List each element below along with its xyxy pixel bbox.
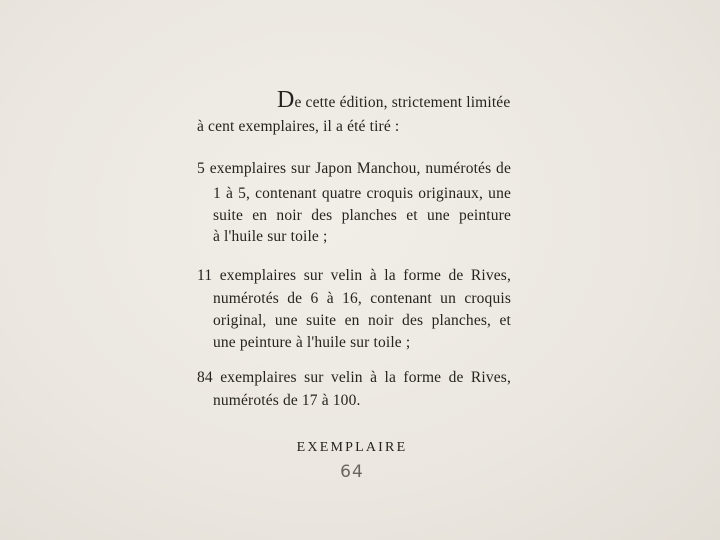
exemplaire-label: EXEMPLAIRE xyxy=(296,440,408,455)
edition-block-1-line-2: 1 à 5, contenant quatre croquis originaux, une xyxy=(213,185,511,202)
edition-block-1-line-1: 5 exemplaires sur Japon Manchou, numérotés de xyxy=(197,160,511,177)
edition-block-2-line-2: numérotés de 6 à 16, contenant un croquis xyxy=(213,290,511,307)
exemplaire-number: 64 xyxy=(340,462,364,482)
edition-block-1-line-3: suite en noir des planches et une peinture xyxy=(213,207,511,224)
edition-block-2-line-4: une peinture à l'huile sur toile ; xyxy=(213,334,411,351)
edition-block-3-line-1: 84 exemplaires sur velin à la forme de Rives, xyxy=(197,369,511,386)
edition-block-3-line-2: numérotés de 17 à 100. xyxy=(213,392,361,409)
intro-second-line: à cent exemplaires, il a été tiré : xyxy=(197,118,400,135)
intro-first-line xyxy=(277,88,510,112)
edition-block-2-line-1: 11 exemplaires sur velin à la forme de Rives, xyxy=(197,267,511,284)
drop-cap: D xyxy=(277,87,295,113)
edition-block-2-line-3: original, une suite en noir des planches, et xyxy=(213,312,511,329)
edition-block-1-line-4: à l'huile sur toile ; xyxy=(213,228,328,245)
intro-first-line-text: e cette édition, strictement limitée xyxy=(294,94,511,111)
